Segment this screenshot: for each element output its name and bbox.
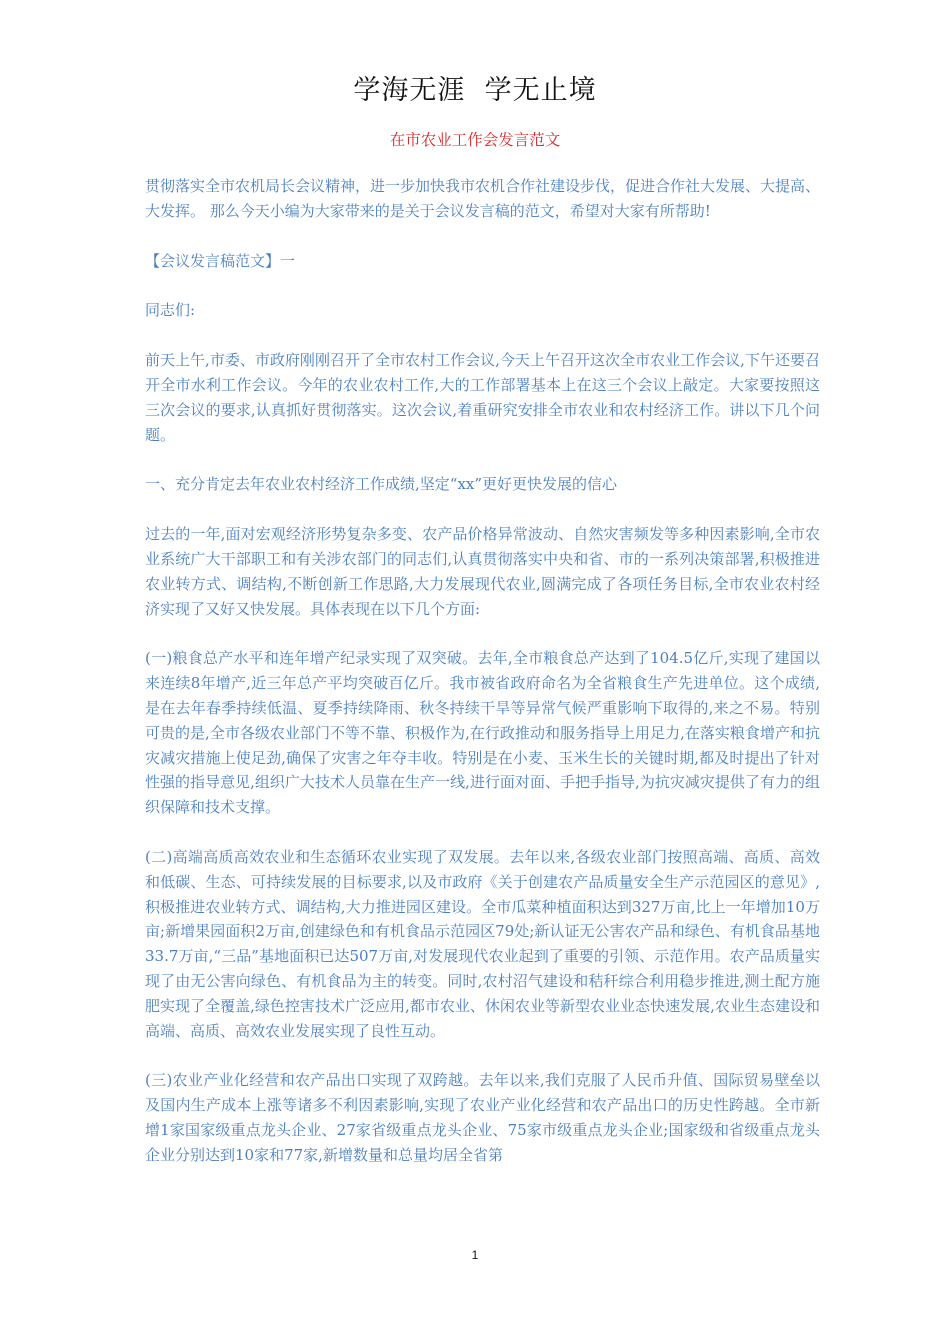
body-paragraph: (一)粮食总产水平和连年增产纪录实现了双突破。去年,全市粮食总产达到了104.5亿斤,实现了建国以来连续8年增产,近三年总产平均突破百亿斤。我市被省政府命名为全省粮食生产先进单位。这个成绩,是在去年春季持续低温、夏季持续降雨、秋冬持续干旱等异常气候严重影响下取得的,来之不易。特别可贵的是,全市各级农业部门不等不靠、积极作为,在行政推动和服务指导上用足力,在落实粮食增产和抗灾减灾措施上使足劲,确保了灾害之年夺丰收。特别是在小麦、玉米生长的关键时期,都及时提出了针对性强的指导意见,组织广大技术人员靠在生产一线,进行面对面、手把手指导,为抗灾减灾提供了有力的组织保障和技术支撑。 bbox=[145, 649, 820, 817]
body-paragraph: (三)农业产业化经营和农产品出口实现了双跨越。去年以来,我们克服了人民币升值、国际贸易壁垒以及国内生产成本上涨等诸多不利因素影响,实现了农业产业化经营和农产品出口的历史性跨越。全市新增1家国家级重点龙头企业、27家省级重点龙头企业、75家市级重点龙头企业;国家级和省级重点龙头企业分别达到10家和77家,新增数量和总量均居全省第 bbox=[145, 1071, 820, 1164]
document-body bbox=[145, 174, 820, 1193]
section-heading: 一、充分肯定去年农业农村经济工作成绩,坚定“xx”更好更快发展的信心 bbox=[145, 475, 618, 494]
page-number: 1 bbox=[471, 1248, 479, 1262]
body-paragraph: (二)高端高质高效农业和生态循环农业实现了双发展。去年以来,各级农业部门按照高端、高质、高效和低碳、生态、可持续发展的目标要求,以及市政府《关于创建农产品质量安全生产示范园区的意见》,积极推进农业转方式、调结构,大力推进园区建设。全市瓜菜种植面积达到327万亩,比上一年增加10万亩;新增果园面积2万亩,创建绿色和有机食品示范园区79处;新认证无公害农产品和绿色、有机食品基地33.7万亩,“三品”基地面积已达507万亩,对发展现代农业起到了重要的引领、示范作用。农产品质量实现了由无公害向绿色、有机食品为主的转变。同时,农村沼气建设和秸秆综合利用稳步推进,测土配方施肥实现了全覆盖,绿色控害技术广泛应用,都市农业、休闲农业等新型农业业态快速发展,农业生态建设和高端、高质、高效农业发展实现了良性互动。 bbox=[145, 847, 820, 1040]
section-heading: 【会议发言稿范文】一 bbox=[145, 251, 296, 270]
intro-paragraph: 贯彻落实全市农机局长会议精神，进一步加快我市农机合作社建设步伐，促进合作社大发展、大提高、大发挥。 那么今天小编为大家带来的是关于会议发言稿的范文，希望对大家有所帮助! bbox=[145, 177, 821, 220]
body-paragraph: 过去的一年,面对宏观经济形势复杂多变、农产品价格异常波动、自然灾害频发等多种因素影响,全市农业系统广大干部职工和有关涉农部门的同志们,认真贯彻落实中央和省、市的一系列决策部署,积极推进农业转方式、调结构,不断创新工作思路,大力发展现代农业,圆满完成了各项任务目标,全市农业农村经济实现了又好又快发展。具体表现在以下几个方面: bbox=[145, 525, 820, 618]
salutation: 同志们: bbox=[145, 301, 196, 320]
page-header-title: 学海无涯 学无止境 bbox=[353, 75, 597, 106]
document-title: 在市农业工作会发言范文 bbox=[389, 131, 561, 149]
body-paragraph: 前天上午,市委、市政府刚刚召开了全市农村工作会议,今天上午召开这次全市农业工作会议,下午还要召开全市水利工作会议。今年的农业农村工作,大的工作部署基本上在这三个会议上敲定。大家要按照这三次会议的要求,认真抓好贯彻落实。这次会议,着重研究安排全市农业和农村经济工作。讲以下几个问题。 bbox=[145, 351, 820, 444]
